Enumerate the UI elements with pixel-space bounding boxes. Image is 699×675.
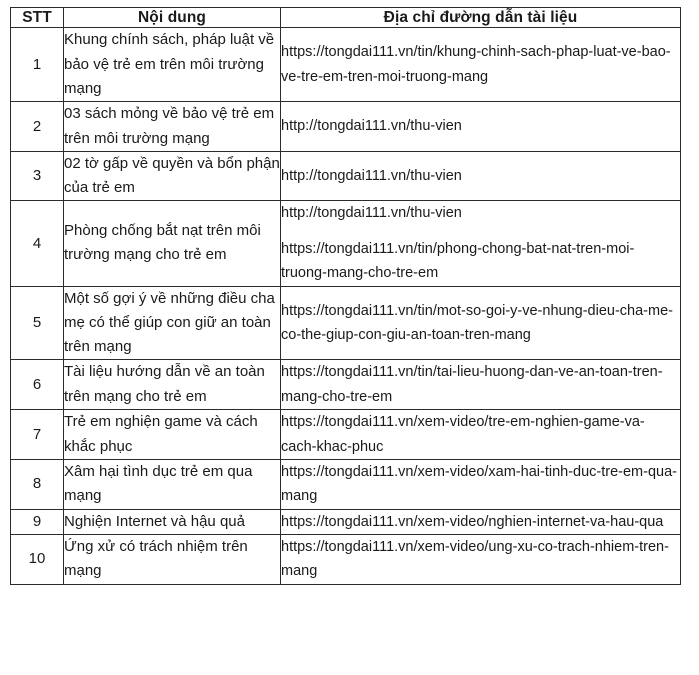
row-index-cell: 1	[11, 28, 64, 102]
table-row	[11, 102, 681, 152]
row-index-cell: 3	[11, 151, 64, 201]
row-index-cell: 9	[11, 509, 64, 534]
column-header-stt: STT	[11, 8, 64, 28]
column-header-dia-chi: Địa chỉ đường dẫn tài liệu	[281, 8, 681, 28]
resource-url[interactable]: http://tongdai111.vn/thu-vien	[281, 118, 462, 135]
table-row	[11, 151, 681, 201]
row-index-cell: 4	[11, 201, 64, 286]
resource-url-cell	[281, 534, 681, 584]
resource-url-cell	[281, 102, 681, 152]
resources-table	[10, 7, 681, 585]
resource-title-cell: Khung chính sách, pháp luật về bảo vệ trẻ em trên môi trường mạng	[64, 28, 281, 102]
row-index-cell: 7	[11, 410, 64, 460]
resource-title-cell: Nghiện Internet và hậu quả	[64, 509, 281, 534]
resource-url-cell	[281, 410, 681, 460]
resource-url[interactable]: https://tongdai111.vn/xem-video/xam-hai-tinh-duc-tre-em-qua-mang	[281, 463, 677, 505]
resource-url[interactable]: https://tongdai111.vn/xem-video/ung-xu-co-trach-nhiem-tren-mang	[281, 538, 669, 580]
resource-title-cell: 02 tờ gấp về quyền và bổn phận của trẻ em	[64, 151, 281, 201]
resource-url[interactable]: http://tongdai111.vn/thu-vien	[281, 167, 462, 184]
row-index-cell: 10	[11, 534, 64, 584]
table-row	[11, 286, 681, 360]
resource-url[interactable]: https://tongdai111.vn/xem-video/tre-em-nghien-game-va-cach-khac-phuc	[281, 414, 645, 455]
resource-url-cell	[281, 459, 681, 509]
row-index-cell: 8	[11, 459, 64, 509]
table-header	[11, 8, 681, 28]
resource-title-cell: Ứng xử có trách nhiệm trên mạng	[64, 534, 281, 584]
table-row	[11, 360, 681, 410]
table-row	[11, 28, 681, 102]
resource-url[interactable]: https://tongdai111.vn/tin/mot-so-goi-y-ve-nhung-dieu-cha-me-co-the-giup-con-giu-an-toan-tren-mang	[281, 302, 673, 343]
table-row	[11, 201, 681, 286]
resource-url[interactable]: https://tongdai111.vn/tin/phong-chong-bat-nat-tren-moi-truong-mang-cho-tre-em	[281, 240, 635, 282]
resource-url[interactable]: https://tongdai111.vn/tin/khung-chinh-sach-phap-luat-ve-bao-ve-tre-em-tren-moi-truong-mang	[281, 44, 671, 85]
resource-url-cell	[281, 360, 681, 410]
resource-url-cell	[281, 201, 681, 286]
resource-title-cell: Xâm hại tình dục trẻ em qua mạng	[64, 459, 281, 509]
row-index-cell: 5	[11, 286, 64, 360]
table-row	[11, 410, 681, 460]
table-row	[11, 534, 681, 584]
resource-title-cell: Phòng chống bắt nạt trên môi trường mạng cho trẻ em	[64, 201, 281, 286]
row-index-cell: 6	[11, 360, 64, 410]
table-row	[11, 459, 681, 509]
resource-url[interactable]: https://tongdai111.vn/xem-video/nghien-internet-va-hau-qua	[281, 513, 664, 530]
resource-title-cell: Trẻ em nghiện game và cách khắc phục	[64, 410, 281, 460]
column-header-noi-dung: Nội dung	[64, 8, 281, 28]
resource-url-cell	[281, 28, 681, 102]
resource-title-cell: Một số gợi ý về những điều cha mẹ có thể giúp con giữ an toàn trên mạng	[64, 286, 281, 360]
resource-url-cell	[281, 509, 681, 534]
table-row	[11, 509, 681, 534]
resource-title-cell: 03 sách mỏng về bảo vệ trẻ em trên môi trường mạng	[64, 102, 281, 152]
resource-url[interactable]: https://tongdai111.vn/tin/tai-lieu-huong-dan-ve-an-toan-tren-mang-cho-tre-em	[281, 364, 663, 405]
resource-url-cell	[281, 286, 681, 360]
resource-title-cell: Tài liệu hướng dẫn về an toàn trên mạng cho trẻ em	[64, 360, 281, 410]
table-header-row	[11, 8, 681, 28]
resource-url-cell	[281, 151, 681, 201]
resource-url[interactable]: http://tongdai111.vn/thu-vien	[281, 205, 462, 222]
table-body	[11, 28, 681, 584]
row-index-cell: 2	[11, 102, 64, 152]
